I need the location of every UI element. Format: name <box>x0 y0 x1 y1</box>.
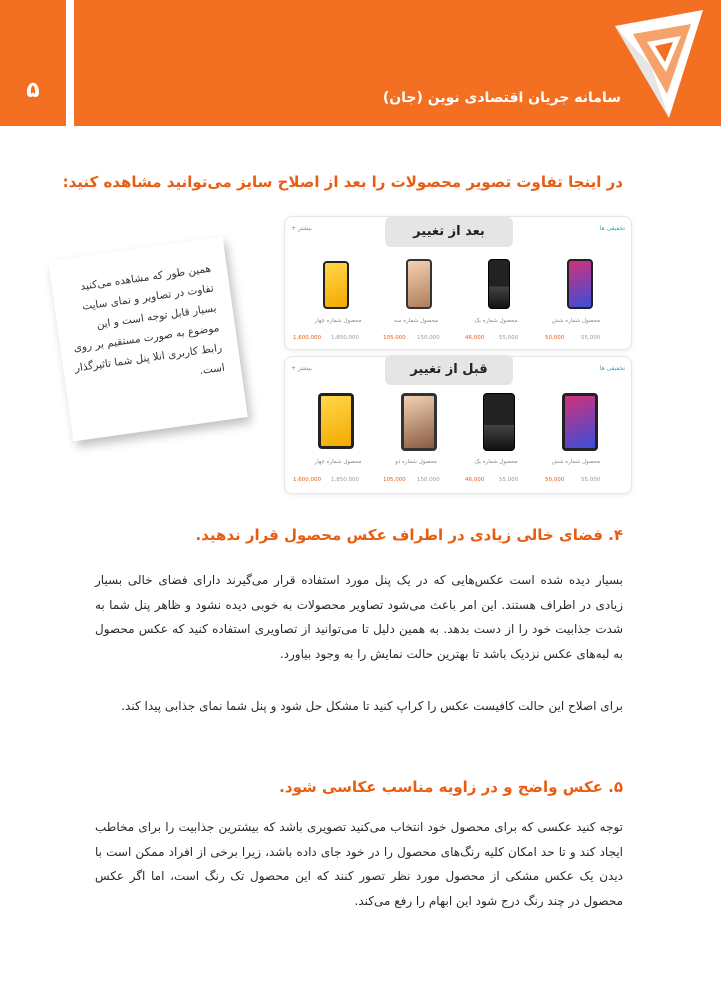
before-old-price: 1,850,000 <box>331 477 359 483</box>
before-caption: محصول شماره یک <box>474 459 518 465</box>
after-old-price: 55,000 <box>581 335 601 341</box>
page-number: ۵ <box>26 78 40 103</box>
after-panel <box>284 216 632 350</box>
before-section-title: تخفیفی ها <box>599 365 625 372</box>
before-more-link[interactable]: + بیشتر <box>291 365 312 372</box>
after-old-price: 55,000 <box>499 335 519 341</box>
after-price: 50,000 <box>545 335 565 341</box>
before-caption: محصول شماره دو <box>395 459 437 465</box>
header-banner <box>74 0 721 126</box>
after-caption: محصول شماره یک <box>474 318 518 324</box>
before-label: قبل از تغییر <box>385 355 513 385</box>
after-caption: محصول شماره چهار <box>314 318 362 324</box>
section4-paragraph-1: بسیار دیده شده است عکس‌هایی که در یک پنل مورد استفاده قرار می‌گیرند دارای فضای خالی بسیار زیادی در اطراف هستند. این امر باعث می‌شود تصاویر محصولات به خوبی دیده نشود و ظاهر پنل شما به شدت جذابیت خود را از دست بدهد. به همین دلیل تا می‌توانید از تصاویری استفاده کنید که عکس محصول به لبه‌های عکس نزدیک باشد تا بهترین حالت نمایش را به وجود بیاورد. <box>95 573 623 661</box>
after-caption: محصول شماره شش <box>551 318 601 324</box>
header-title: سامانه جریان اقتصادی نوین (جان) <box>382 90 621 106</box>
section4-heading: ۴. فضای خالی زیادی در اطراف عکس محصول قرار ندهید. <box>195 526 623 544</box>
phone-gold-image <box>401 393 437 451</box>
before-price: 1,600,000 <box>293 477 321 483</box>
compare-heading: در اینجا تفاوت تصویر محصولات را بعد از اصلاح سایز می‌توانید مشاهده کنید: <box>62 173 623 191</box>
note-card <box>48 237 248 442</box>
phone-black-image <box>488 259 510 309</box>
brand-logo-icon <box>611 6 707 122</box>
phone-colorful-image <box>562 393 598 451</box>
note-text: همین طور که مشاهده می‌کنید تفاوت در تصاویر و نمای سایت بسیار قابل توجه است و این موضوع به صورت مستقیم بر روی رابط کاربری انلا پنل شما تاثیرگذار است. <box>72 262 226 378</box>
phone-yellow-image <box>318 393 354 449</box>
phone-gold-image <box>406 259 432 309</box>
phone-colorful-image <box>567 259 593 309</box>
after-price: 46,000 <box>465 335 485 341</box>
phone-black-image <box>483 393 515 451</box>
after-label: بعد از تغییر <box>385 217 513 247</box>
after-old-price: 150,000 <box>417 335 440 341</box>
after-section-title: تخفیفی ها <box>599 225 625 232</box>
before-panel <box>284 356 632 494</box>
before-old-price: 150,000 <box>417 477 440 483</box>
before-price: 105,000 <box>383 477 406 483</box>
section4-paragraph-2: برای اصلاح این حالت کافیست عکس را کراپ کنید تا مشکل حل شود و پنل شما نمای جذابی پیدا کند. <box>121 699 623 713</box>
before-old-price: 55,000 <box>581 477 601 483</box>
after-more-link[interactable]: + بیشتر <box>291 225 312 232</box>
section5-paragraph-1: توجه کنید عکسی که برای محصول خود انتخاب می‌کنید تصویری باشد که بیشترین جذابیت را برای مخاطب ایجاد کند و تا حد امکان کلیه رنگ‌های محصول را در خود جای داده باشد، زیرا برخی از افراد ممکن است با دیدن یک عکس مشکی از محصول مورد نظر تصور کنند که این محصول تک رنگ است، اما اگر عکس محصول در چند رنگ درج شود این ابهام را رفع می‌کند. <box>95 820 623 908</box>
after-price: 105,000 <box>383 335 406 341</box>
after-old-price: 1,850,000 <box>331 335 359 341</box>
after-price: 1,600,000 <box>293 335 321 341</box>
before-old-price: 55,000 <box>499 477 519 483</box>
before-price: 46,000 <box>465 477 485 483</box>
section5-heading: ۵. عکس واضح و در زاویه مناسب عکاسی شود. <box>279 778 623 796</box>
before-caption: محصول شماره شش <box>551 459 601 465</box>
after-caption: محصول شماره سه <box>393 318 439 324</box>
before-caption: محصول شماره چهار <box>314 459 362 465</box>
phone-yellow-image <box>323 261 349 309</box>
before-price: 50,000 <box>545 477 565 483</box>
page-number-block <box>0 0 66 126</box>
